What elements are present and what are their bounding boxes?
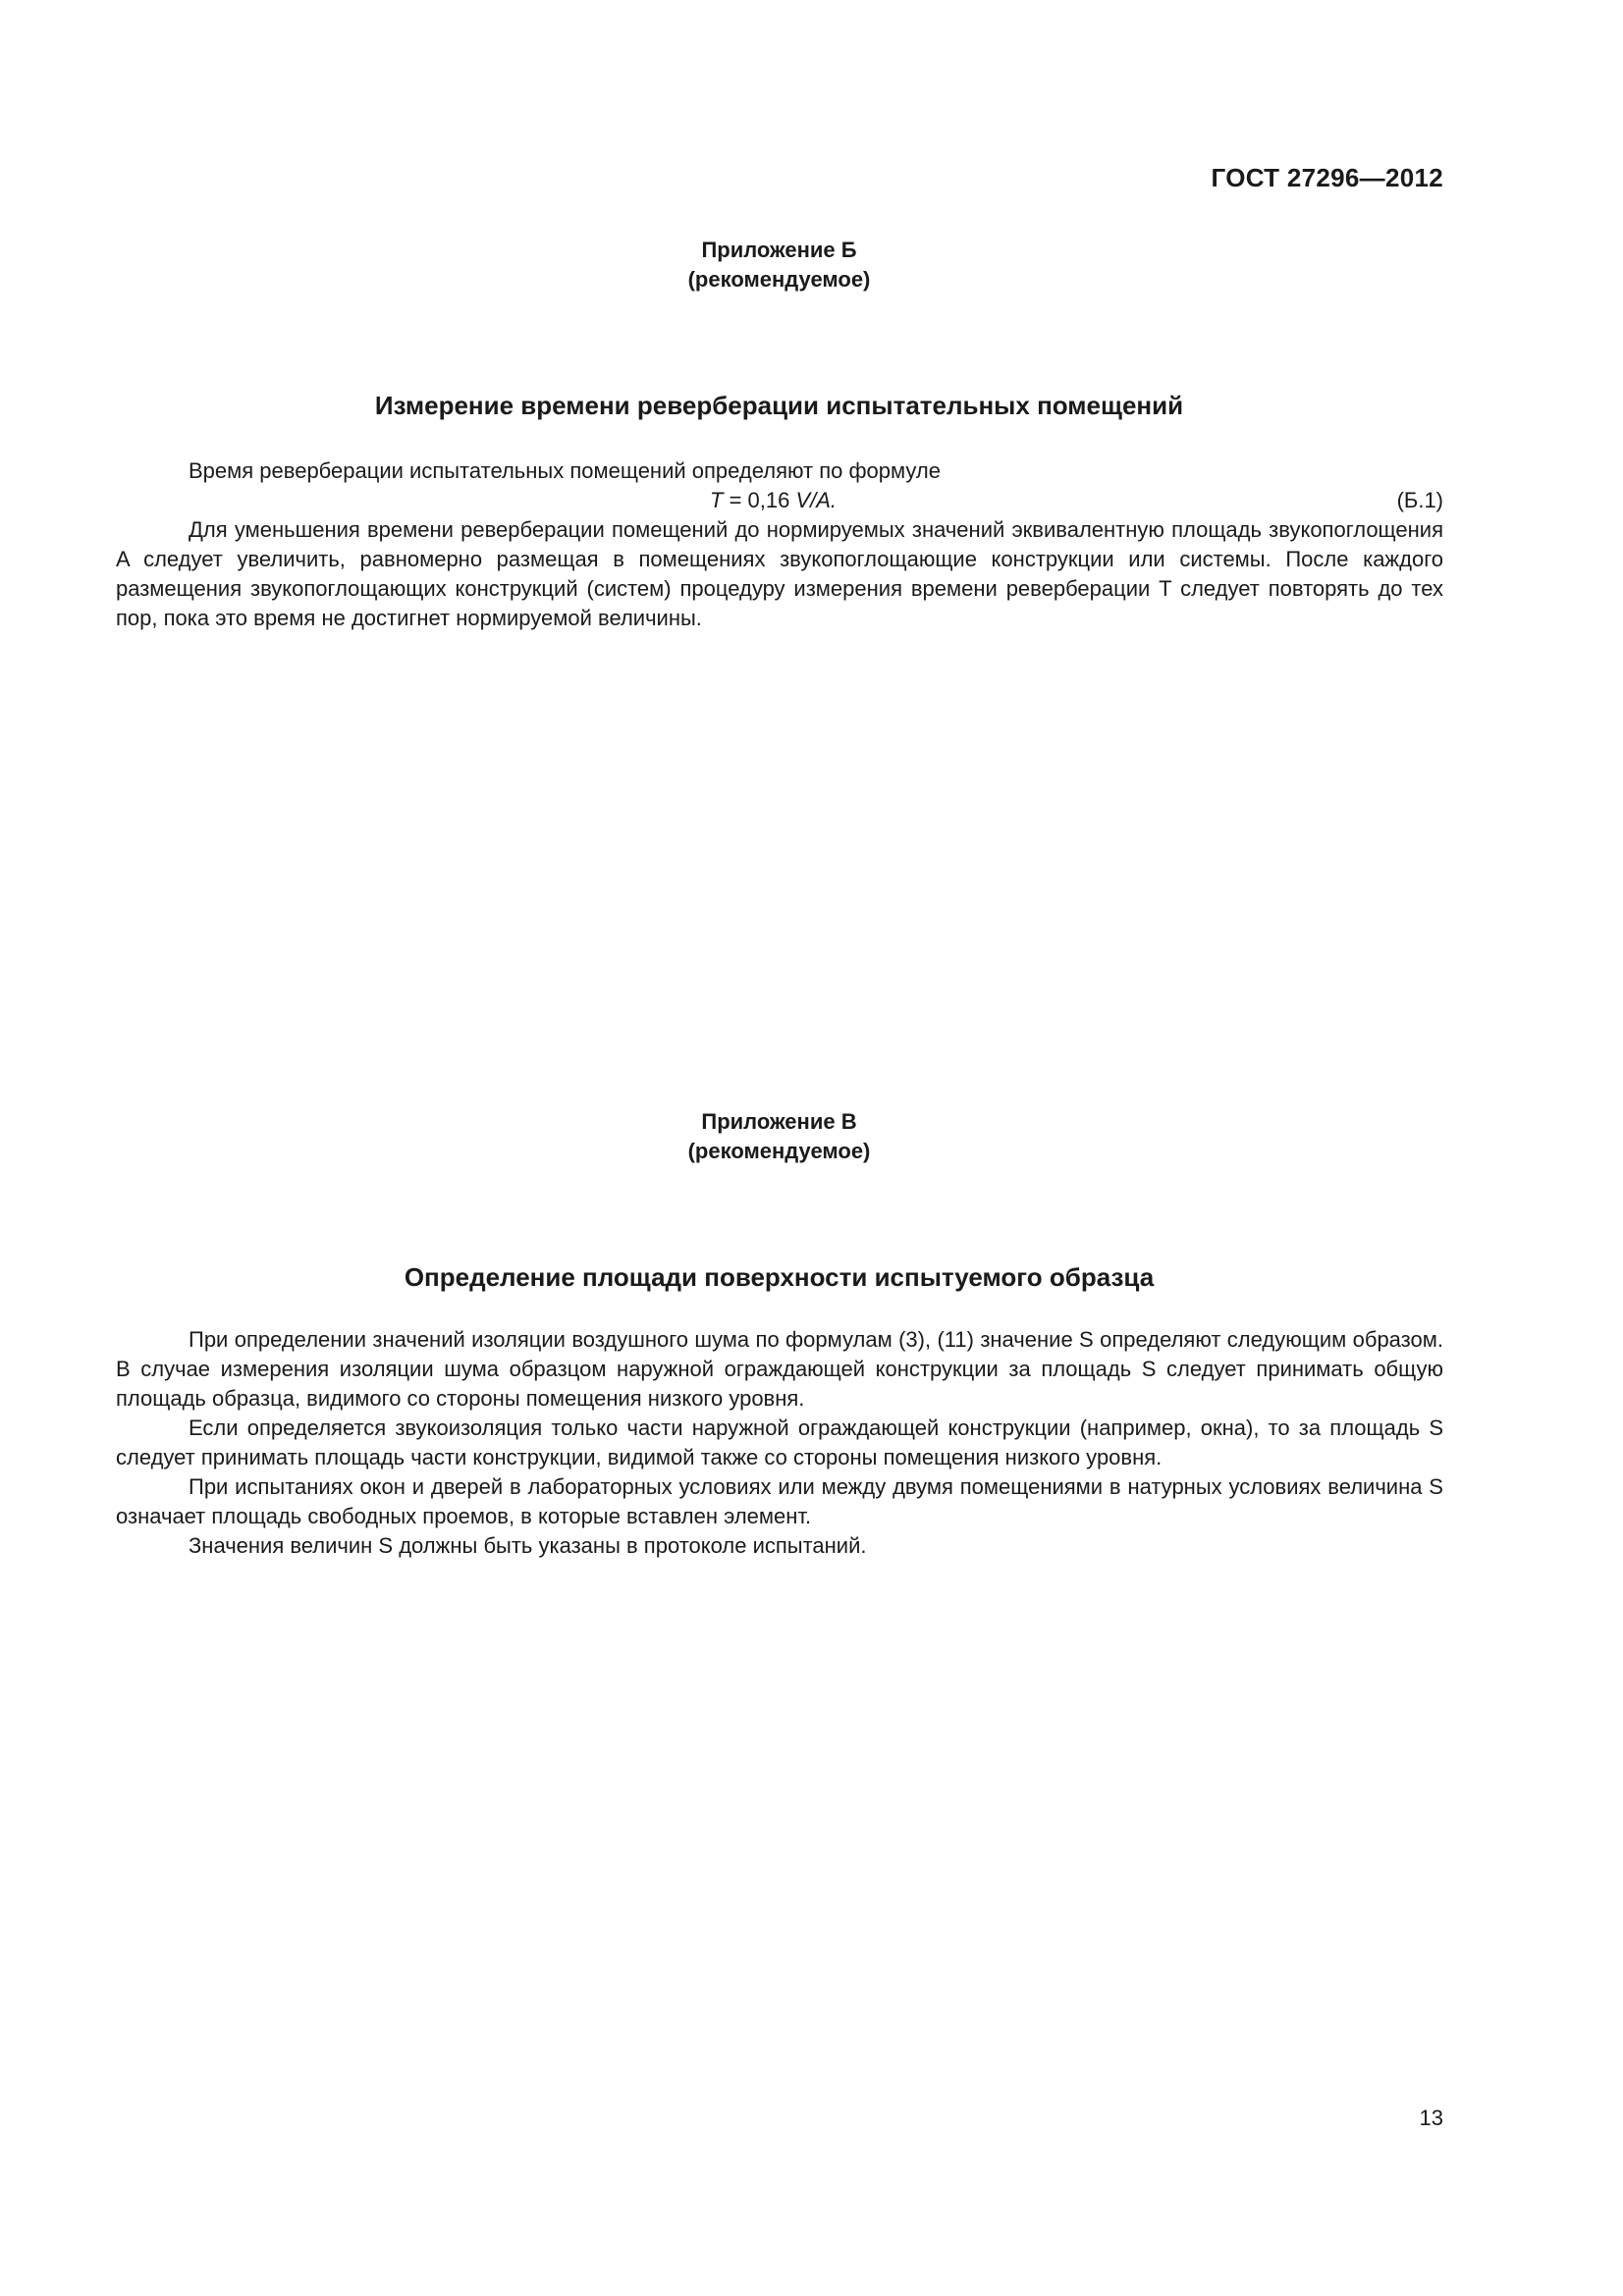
formula-eq: = 0,16	[723, 488, 796, 512]
appendix-v-title: Определение площади поверхности испытуемого образца	[404, 1262, 1155, 1292]
document-number: ГОСТ 27296—2012	[1211, 163, 1443, 192]
formula-expression	[710, 486, 837, 515]
appendix-b-heading	[0, 236, 1558, 294]
page-number: 13	[1419, 2106, 1443, 2130]
appendix-v-status: (рекомендуемое)	[687, 1139, 871, 1163]
appendix-b-intro: Время реверберации испытательных помещений определяют по формуле	[189, 458, 941, 483]
appendix-b-title: Измерение времени реверберации испытательных помещений	[374, 391, 1184, 420]
appendix-b-paragraph: Для уменьшения времени реверберации помещений до нормируемых значений эквивалентную площадь звукопоглощения A следует увеличить, равномерно размещая в помещениях звукопоглощающие конструкции или системы. После каждого размещения звукопоглощающих конструкций (систем) процедуру измерения времени реверберации T следует повторять до тех пор, пока это время не достигнет нормируемой величины.	[116, 517, 1443, 630]
appendix-b-body	[116, 456, 1443, 633]
appendix-v-paragraph-2: Если определяется звукоизоляция только части наружной ограждающей конструкции (например, окна), то за площадь S следует принимать площадь части конструкции, видимой также со стороны помещения низкого уровня.	[116, 1415, 1443, 1469]
formula-b1	[116, 486, 1443, 515]
appendix-v-body	[116, 1325, 1443, 1561]
appendix-v-paragraph-4: Значения величин S должны быть указаны в протоколе испытаний.	[189, 1533, 867, 1558]
appendix-b-name: Приложение Б	[701, 238, 857, 262]
formula-number: (Б.1)	[1396, 488, 1443, 512]
formula-rhs: V/A.	[795, 488, 838, 512]
formula-lhs: T	[710, 488, 724, 512]
appendix-v-paragraph-3: При испытаниях окон и дверей в лабораторных условиях или между двумя помещениями в натурных условиях величина S означает площадь свободных проемов, в которые вставлен элемент.	[116, 1474, 1443, 1528]
appendix-v-paragraph-1: При определении значений изоляции воздушного шума по формулам (3), (11) значение S определяют следующим образом. В случае измерения изоляции шума образцом наружной ограждающей конструкции за площадь S следует принимать общую площадь образца, видимого со стороны помещения низкого уровня.	[116, 1327, 1443, 1411]
appendix-b-status: (рекомендуемое)	[687, 267, 871, 292]
appendix-v-heading	[0, 1107, 1558, 1166]
appendix-v-name: Приложение В	[701, 1109, 857, 1134]
